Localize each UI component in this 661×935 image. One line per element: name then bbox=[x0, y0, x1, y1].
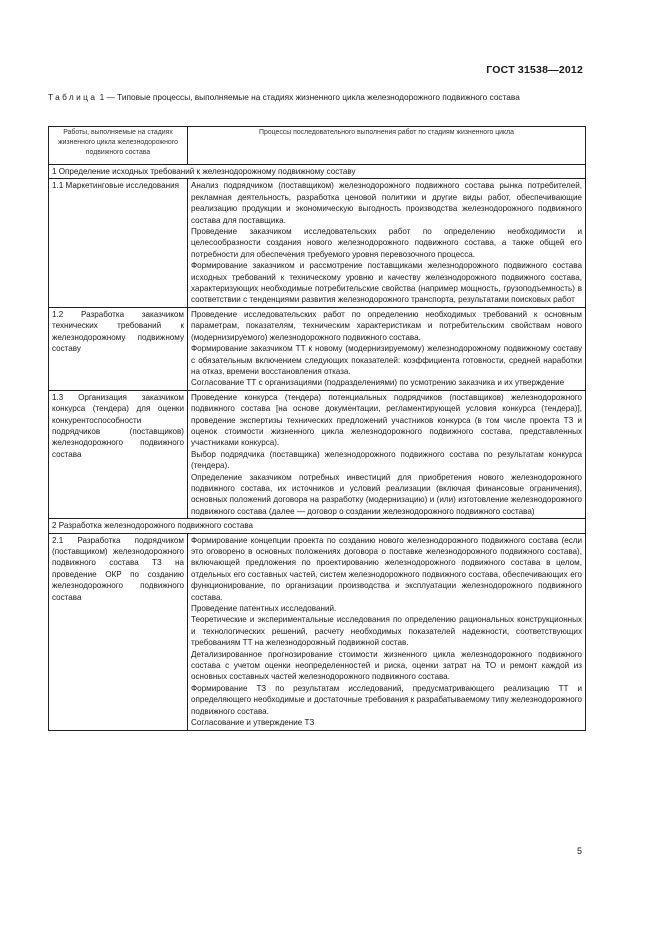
table-row bbox=[49, 390, 586, 518]
table-row bbox=[49, 533, 586, 730]
process-paragraph: Определение заказчиком потребных инвестиций для приобретения нового железнодорожного подвижного состава, их источников и условий реализации (включая финансовые ограничения), основных положений договора на разработку (модернизацию) и (или) изготовление железнодорожного подвижного состава (далее — договор о создании железнодорожного подвижного состава) bbox=[191, 472, 582, 516]
process-table bbox=[48, 126, 586, 731]
table-row bbox=[49, 307, 586, 390]
page-number: 5 bbox=[576, 846, 582, 856]
work-cell: 1.3 Организация заказчиком конкурса (тендера) для оценки конкурентоспособности подрядчиков (поставщиков) железнодорожного подвижного состава bbox=[49, 390, 188, 518]
table-caption bbox=[48, 92, 588, 104]
work-cell: 2.1 Разработка подрядчиком (поставщиком) железнодорожного подвижного состава ТЗ на проведение ОКР по созданию железнодорожного подвижного состава bbox=[49, 533, 188, 730]
process-paragraph: Проведение конкурса (тендера) потенциальных подрядчиков (поставщиков) железнодорожного подвижного состава [на основе документации, регламентирующей условия конкурса (тендера)], проведение экспертизы технических предложений участников конкурса (в том числе проекта ТЗ и оценок стоимости жизненного цикла железнодорожного подвижного состава, представленных участниками конкурса). bbox=[191, 392, 582, 448]
process-paragraph: Анализ подрядчиком (поставщиком) железнодорожного подвижного состава рынка потребителей, рекламная деятельность, разработка ценовой политики и другие виды работ, обеспечивающие реализацию продукции и экономическую выгодность производства железнодорожного подвижного состава для поставщика. bbox=[191, 181, 582, 225]
process-paragraph: Согласование ТТ с организациями (подразделениями) по усмотрению заказчика и их утверждение bbox=[191, 378, 565, 388]
table-row bbox=[49, 179, 586, 307]
column-header-processes: Процессы последовательного выполнения работ по стадиям жизненного цикла bbox=[188, 127, 586, 165]
section-row bbox=[49, 165, 586, 179]
work-cell: 1.1 Маркетинговые исследования bbox=[49, 179, 188, 307]
document-code: ГОСТ 31538—2012 bbox=[486, 64, 583, 76]
process-cell bbox=[188, 307, 586, 390]
process-paragraph: Выбор подрядчика (поставщика) железнодорожного подвижного состава по результатам конкурса (тендера). bbox=[191, 449, 582, 471]
process-paragraph: Теоретические и экспериментальные исследования по определению рациональных конструкционных и технологических решений, расчету необходимых показателей надежности, соответствующих требованиям ТТ на железнодорожный подвижной состав. bbox=[191, 615, 582, 648]
process-cell bbox=[188, 179, 586, 307]
process-paragraph: Детализированное прогнозирование стоимости жизненного цикла железнодорожного подвижного состава с учетом оценки неопределенностей и риска, оценки затрат на ТО и ремонт каждой из основных составных частей железнодорожного подвижного состава. bbox=[191, 649, 582, 682]
process-cell bbox=[188, 533, 586, 730]
process-paragraph: Проведение исследовательских работ по определению необходимых требований к основным параметрам, показателям, техническим характеристикам и потребительским свойствам нового (модернизируемого) железнодорожного подвижного состава. bbox=[191, 309, 582, 342]
section-title-2: 2 Разработка железнодорожного подвижного состава bbox=[49, 519, 586, 533]
process-paragraph: Формирование ТЗ по результатам исследований, предусматривающего реализацию ТТ и определяющего необходимые и достаточные требования к разрабатываемому типу железнодорожного подвижного состава. bbox=[191, 683, 582, 716]
process-paragraph: Формирование концепции проекта по созданию нового железнодорожного подвижного состава (если это оговорено в основных положениях договора о поставке железнодорожного подвижного состава), включающей предложения по проектированию железнодорожного подвижного состава в целом, отдельных его составных частей, систем железнодорожного подвижного состава, обеспечивающих его функционирование, по организации производства и эксплуатации железнодорожного подвижного состава. bbox=[191, 535, 582, 602]
section-row bbox=[49, 519, 586, 533]
process-cell bbox=[188, 390, 586, 518]
column-header-works: Работы, выполняемые на стадиях жизненного цикла железнодорожного подвижного состава bbox=[49, 127, 188, 165]
process-paragraph: Формирование заказчиком и рассмотрение поставщиками железнодорожного подвижного состава исходных требований к техническому уровню и качеству железнодорожного подвижного состава, характеризующих необходимые потребительские свойства (например мощность, грузоподъемность) в соответствии с тенденциями развития железнодорожного транспорта, результатами поисковых работ bbox=[191, 261, 582, 305]
process-paragraph: Согласование и утверждение ТЗ bbox=[191, 718, 315, 728]
caption-text: 1 — Типовые процессы, выполняемые на стадиях жизненного цикла железнодорожного подвижного состава bbox=[97, 92, 520, 102]
process-paragraph: Формирование заказчиком ТТ к новому (модернизируемому) железнодорожному подвижному составу с обязательным включением следующих показателей: коэффициента готовности, средней наработки на отказ, времени восстановления отказа. bbox=[191, 344, 582, 376]
caption-word: Таблица bbox=[48, 92, 98, 102]
work-cell: 1.2 Разработка заказчиком технических требований к железнодорожному подвижному составу bbox=[49, 307, 188, 390]
section-title-1: 1 Определение исходных требований к железнодорожному подвижному составу bbox=[49, 165, 586, 179]
table-header-row bbox=[49, 127, 586, 165]
process-paragraph: Проведение заказчиком исследовательских работ по определению необходимости и целесообразности создания нового железнодорожного подвижного состава, а также общей его потребности для обеспечения требуемого уровня перевозочного процесса. bbox=[191, 227, 582, 259]
process-paragraph: Проведение патентных исследований. bbox=[191, 604, 337, 614]
